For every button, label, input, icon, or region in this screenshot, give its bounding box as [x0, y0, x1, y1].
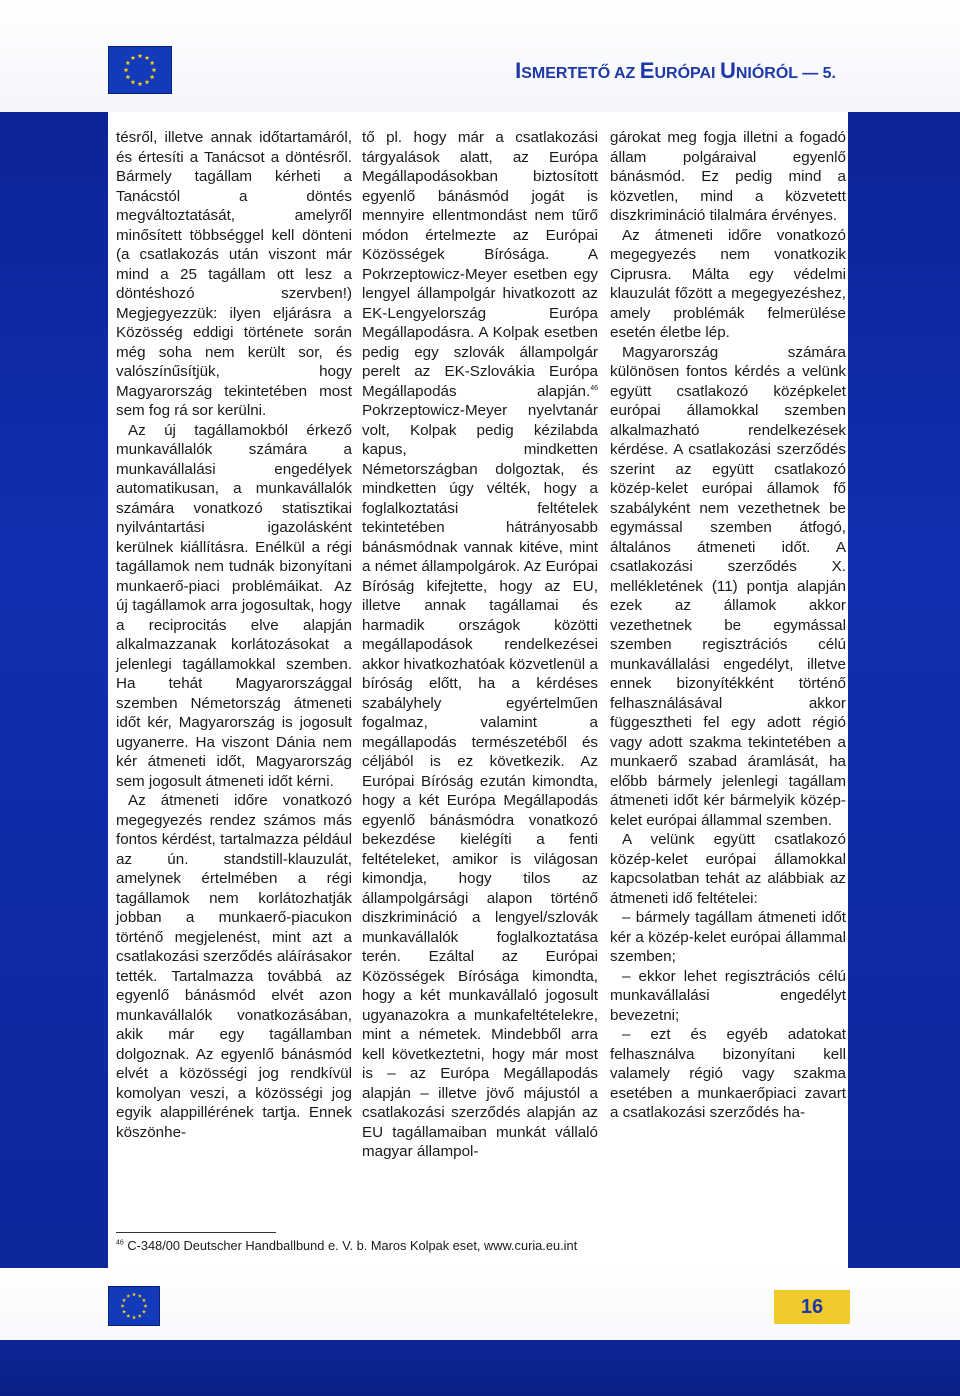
footnote-reference: 46	[590, 384, 598, 392]
paragraph: tésről, illetve annak időtartamáról, és értesíti a Tanácsot a döntésről. Bármely tagállam kérheti a Tanácstól a döntés megváltoztatását, amelyről minősített többséggel kell dönteni (a csatlakozás után viszont már mind a 25 tagállam ott lesz a döntéshozó szervben!) Megjegyezzük: ilyen eljárásra a Közösség eddigi története során még soha nem került sor, és valószínűsítjük, hogy Magyarország tekintetében most sem fog rá sor kerülni.	[116, 129, 352, 419]
paragraph: gárokat meg fogja illetni a fogadó állam polgáraival egyenlő bánásmód. Ez pedig mind a közvetlen, mind a közvetett diszkrimináció tilalmára érvényes.	[610, 129, 846, 224]
text-column-2	[362, 128, 598, 1162]
footnote-number: 46	[116, 1239, 124, 1247]
paragraph-text: tő pl. hogy már a csatlakozási tárgyalások alatt, az Európa Megállapodásokban biztosított egyenlő bánásmód jogát is mennyire ellentmondást nem tűrő módon értelmezte az Európai Közösségek Bírósága. A Pokrzeptowicz-Meyer esetben egy lengyel állampolgár hivatkozott az EK-Lengyelország Európa Megállapodásra. A Kolpak esetben pedig egy szlovák állampolgár perelt az EK-Szlovákia Európa Megállapodás alapján.	[362, 129, 598, 400]
list-item: – ekkor lehet regisztrációs célú munkavállalási engedélyt bevezetni;	[610, 967, 846, 1024]
paragraph: Az átmeneti időre vonatkozó megegyezés rendez számos más fontos kérdést, tartalmazza például az ún. standstill-klauzulát, amelynek értelmében a régi tagállamok nem korlátozhatják jobban a munkaerő-piacukon történő megjelenést, mint azt a csatlakozási szerződés aláírásakor tették. Tartalmazza továbbá az egyenlő bánásmód elvét azon munkavállalók vonatkozásában, akik már egy tagállamban dolgoznak. Az egyenlő bánásmód elvét a közösségi jog rendkívül komolyan veszi, a közösségi jog egyik alappillérének tartja. Ennek köszönhe-	[116, 792, 352, 1141]
paragraph-text: Pokrzeptowicz-Meyer nyelvtanár volt, Kolpak pedig kézilabda kapus, mindketten Németországban dolgoztak, és mindketten úgy vélték, hogy a foglalkoztatási feltételek tekintetében hátrányosabb bánásmódnak vannak kitéve, mint a német állampolgárok. Az Európai Bíróság kifejtette, hogy az EU, illetve annak tagállamai és harmadik országok közötti megállapodások rendelkezései akkor hivatkozhatóak közvetlenül a bíróság előtt, ha a kérdéses szabályhely egyértelműen fogalmaz, valamint a megállapodás természetéből és céljából is ez következik. Az Európai Bíróság ezután kimondta, hogy a két Európa Megállapodás egyenlő bánásmódra vonatkozó bekezdése kielégíti a fenti feltételeket, amikor is világosan kimondja, hogy tilos az állampolgársági alapon történő diszkrimináció a lengyel/szlovák munkavállalók foglalkoztatása terén. Ezáltal az Európai Közösségek Bírósága kimondta, hogy a két munkavállaló jogosult ugyanazokra a munkafeltételekre, mint a németek. Mindebből arra kell következtetni, hogy már most is – az Európa Megállapodás alapján – illetve jövő májustól a csatlakozási szerződés alapján az EU tagállamaiban munkát vállaló magyar állampol-	[362, 402, 598, 1160]
eu-flag-icon	[108, 46, 172, 94]
paragraph: A velünk együtt csatlakozó közép-kelet európai államokkal kapcsolatban tehát az alábbiak az átmeneti idő feltételei:	[610, 831, 846, 907]
paragraph	[362, 128, 598, 1162]
text-column-1	[116, 128, 352, 1142]
list-item: – bármely tagállam átmeneti időt kér a közép-kelet európai állammal szemben;	[610, 909, 846, 965]
footnote-text: C-348/00 Deutscher Handballbund e. V. b. Maros Kolpak eset, www.curia.eu.int	[123, 1238, 578, 1253]
paragraph: Az átmeneti időre vonatkozó megegyezés nem vonatkozik Ciprusra. Málta egy védelmi klauzulát főzött a megegyezéshez, amely problémák felmerülése esetén életbe lép.	[610, 226, 846, 341]
paragraph: Az új tagállamokból érkező munkavállalók számára a munkavállalási engedélyek automatikusan, a munkavállalók számára vonatkozó statisztikai nyilvántartási igazolásként kerülnek kiállításra. Enélkül a régi tagállamok nem tudnák bizonyítani munkaerő-piaci problémáikat. Az új tagállamok arra jogosultak, hogy a reciprocitás elve alapján alkalmazzanak korlátozásokat a jelenlegi tagállamokkal szemben. Ha tehát Magyarországgal szemben Németország átmeneti időt kér, Magyarország is jogosult ugyanerre. Ha viszont Dánia nem kér átmeneti időt, Magyarország sem jogosult átmeneti időt kérni.	[116, 421, 352, 790]
footnote	[116, 1238, 577, 1253]
paragraph: Magyarország számára különösen fontos kérdés a velünk együtt csatlakozó középkelet európai államokkal szemben alkalmazható rendelkezések kérdése. A csatlakozási szerződés szerint az együtt csatlakozó közép-kelet európai államok fő szabályként nem vezethetnek be egymással szemben átfogó, általános átmeneti időt. A csatlakozási szerződés X. mellékletének (11) pontja alapján ezek az államok akkor vezethetnek be egymással szemben regisztrációs célú munkavállalási engedélyt, illetve ennek bizonyítékként történő felhasználásával akkor függesztheti fel egy adott régió vagy adott szakma tekintetében a munkaerő szabad áramlását, ha előbb bármely jelenlegi tagállam átmeneti időt kér bármelyik közép-kelet európai állammal szemben.	[610, 343, 846, 829]
footnote-divider	[116, 1232, 276, 1233]
page-number: 16	[774, 1290, 850, 1324]
text-column-3	[610, 128, 846, 1123]
series-title: ISMERTETŐ AZ EURÓPAI UNIÓRÓL — 5.	[515, 58, 836, 83]
eu-flag-icon	[108, 1286, 160, 1326]
list-item: – ezt és egyéb adatokat felhasználva bizonyítani kell valamely régió vagy szakma esetében a munkaerőpiaci zavart a csatlakozási szerződés ha-	[610, 1026, 846, 1121]
bottom-band	[0, 1340, 960, 1396]
